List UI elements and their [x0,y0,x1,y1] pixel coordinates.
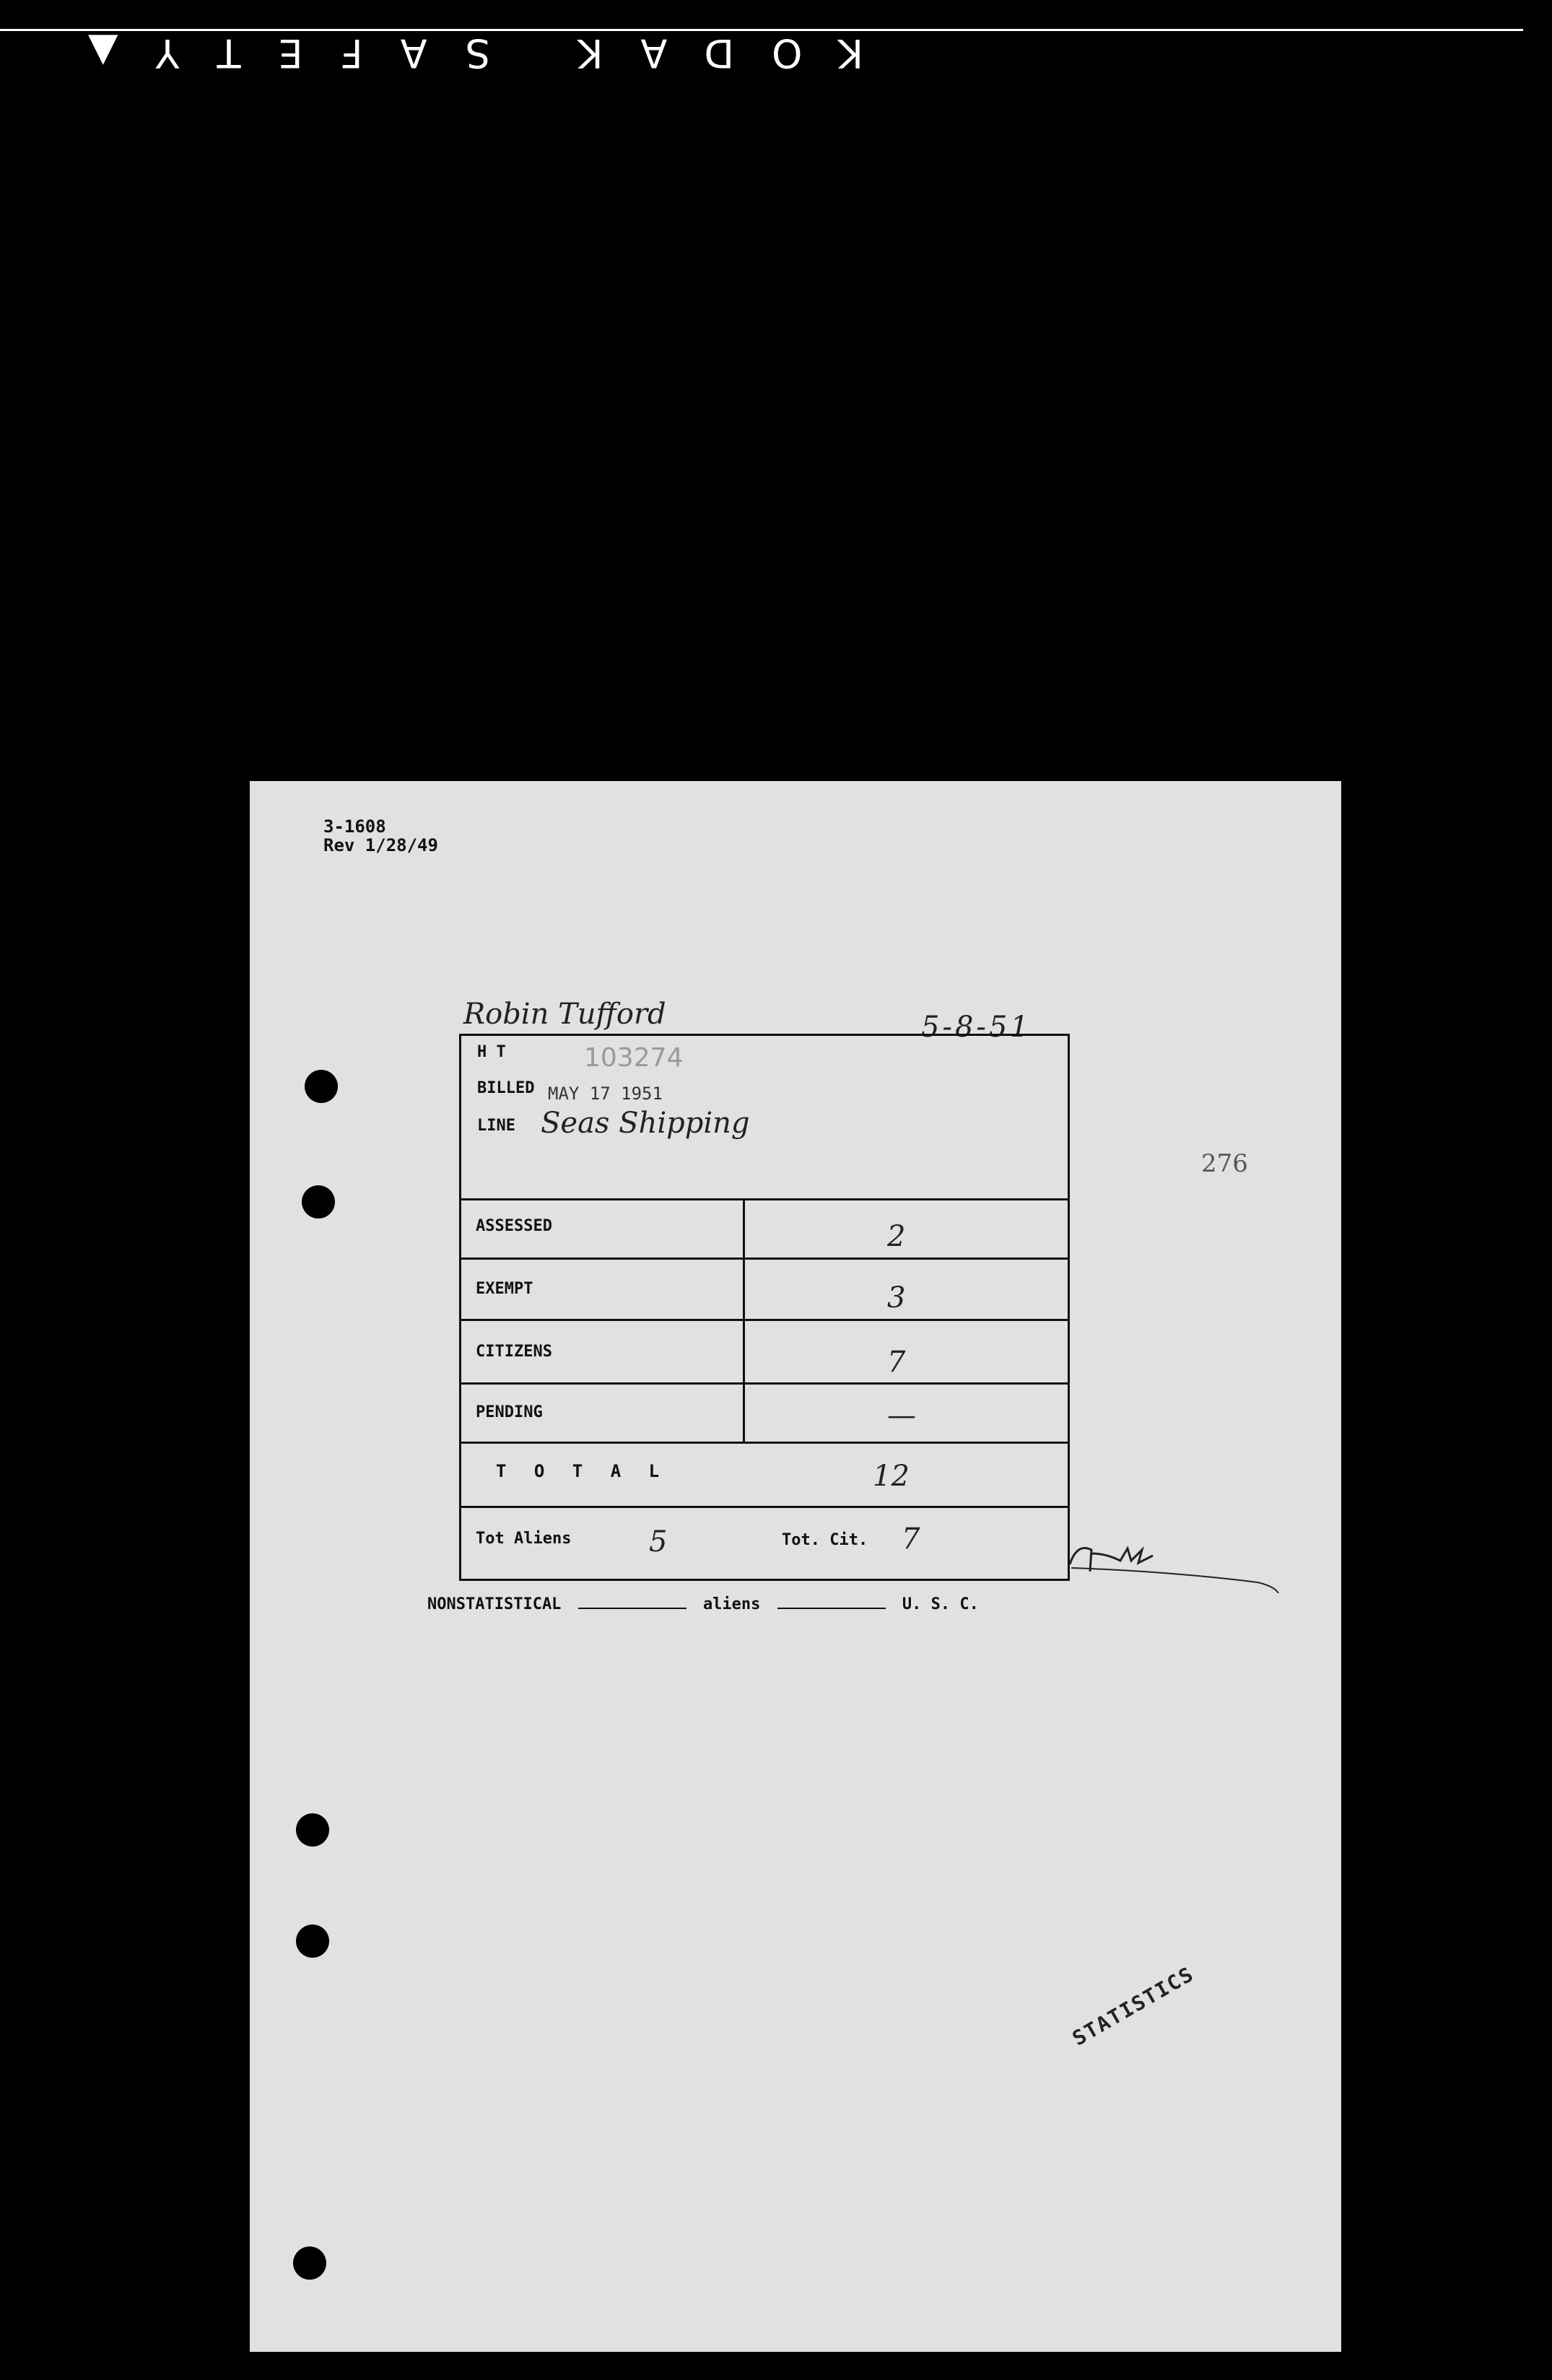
nonstatistical-line [427,1595,979,1613]
exempt-label: EXEMPT [476,1280,533,1298]
nonstat-blank-2 [777,1608,886,1609]
sheet-number: 276 [1201,1149,1248,1178]
aliens-label: aliens [702,1595,761,1613]
statistics-table [459,1034,1070,1581]
pending-value: — [887,1399,916,1432]
form-revision: Rev 1/28/49 [323,835,438,855]
line-label: LINE [477,1117,515,1135]
film-edge [0,0,1552,87]
handwritten-date: 5-8-51 [921,1011,1032,1044]
exempt-value: 3 [887,1281,906,1315]
punch-hole [293,2246,326,2280]
form-code [323,817,438,855]
document-page [250,781,1341,2352]
tot-aliens-value: 5 [649,1525,668,1559]
billed-label: BILLED [477,1079,535,1097]
footer-row [461,1508,1068,1579]
tot-cit-label: Tot. Cit. [782,1531,868,1549]
statistics-stamp: STATISTICS [1068,1961,1198,2051]
billed-stamp: MAY 17 1951 [548,1084,663,1104]
punch-hole [296,1813,329,1847]
citizens-label: CITIZENS [476,1343,552,1361]
total-label: T O T A L [496,1461,668,1481]
total-row [461,1444,1068,1508]
table-row [461,1385,1068,1444]
pending-label: PENDING [476,1403,543,1421]
ht-stamp: 103274 [584,1043,684,1073]
punch-hole [296,1925,329,1958]
form-number: 3-1608 [323,816,386,837]
total-value: 12 [873,1460,910,1493]
table-row [461,1260,1068,1321]
film-edge-text: KODAK SAFETY▲ [51,30,864,76]
citizens-value: 7 [887,1346,906,1379]
nonstatistical-label: NONSTATISTICAL [427,1595,562,1613]
table-row [461,1198,1068,1260]
usc-label: U. S. C. [902,1595,979,1613]
nonstat-blank-1 [578,1608,686,1609]
tot-aliens-label: Tot Aliens [476,1530,572,1548]
handwritten-names: Robin Tufford [463,998,666,1031]
ht-label: H T [477,1043,506,1061]
line-value: Seas Shipping [541,1107,750,1140]
table-header [461,1036,1068,1200]
assessed-value: 2 [887,1220,906,1253]
punch-hole [302,1185,335,1219]
tot-cit-value: 7 [902,1522,920,1556]
table-row [461,1321,1068,1385]
assessed-label: ASSESSED [476,1217,552,1235]
punch-hole [305,1070,338,1103]
initials-signature [1063,1528,1294,1593]
